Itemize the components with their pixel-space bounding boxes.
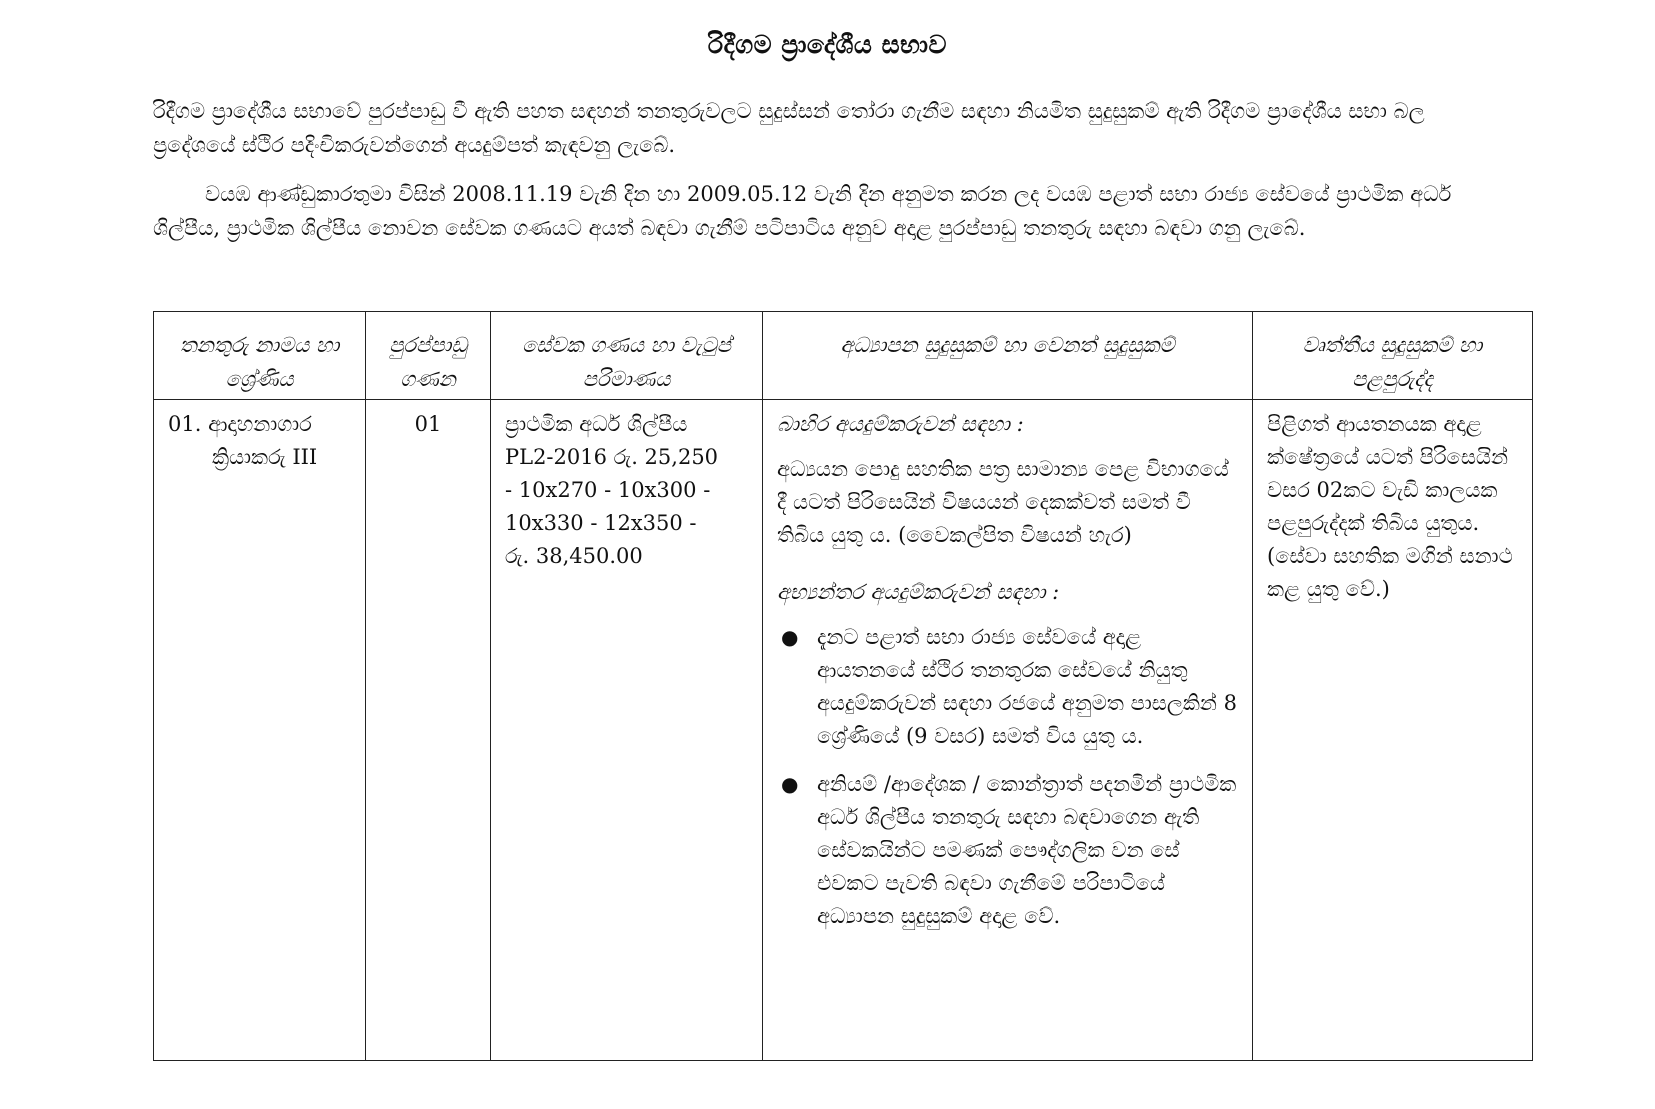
internal-applicants-heading: අභ්‍යන්තර අයදුම්කරුවන් සඳහා : (777, 580, 1060, 604)
external-requirement: අධ්‍යයන පොදු සහතික පත්‍ර සාමාන්‍ය පෙළ විභාගයේ දී යටත් පිරිසෙයින් විෂයයන් දෙකක්වත් සමත් වී තිබිය යුතු ය. (වෛකල්පිත විෂයන් හැර) (777, 457, 1229, 547)
post-name-line-2: ක්‍රියාකරු III (212, 445, 318, 469)
table-header-row (154, 312, 1533, 400)
experience-requirement: පිළිගත් ආයතනයක අදාළ ක්ෂේත්‍රයේ යටත් පිරිසෙයින් වසර 02කට වැඩි කාලයක පළපුරුද්දක් තිබිය යුතුය. (සේවා සහතික මගින් සනාථ කළ යුතු වේ.) (1267, 412, 1513, 601)
cell-experience (1253, 400, 1533, 1061)
salary-line-1: PL2-2016 රු. 25,250 (505, 445, 719, 469)
cell-service-salary (491, 400, 763, 1061)
header-experience: වෘත්තීය සුදුසුකම් හා පළපුරුද්ද (1253, 312, 1533, 400)
header-post-name: තනතුරු නාමය හා ශ්‍රේණිය (154, 312, 366, 400)
post-name-line-1: 01. ආදාහනාගාර (168, 412, 312, 436)
header-education: අධ්‍යාපන සුදුසුකම් හා වෙනත් සුදුසුකම් (763, 312, 1253, 400)
list-item (777, 621, 1238, 753)
salary-line-3: 10x330 - 12x350 - (505, 511, 697, 535)
salary-line-4: රු. 38,450.00 (505, 544, 643, 568)
table-header (154, 312, 1533, 400)
page-title: රිදීගම ප්‍රාදේශීය සභාව (708, 30, 947, 59)
intro-paragraph: රිදීගම ප්‍රාදේශීය සභාවේ පුරප්පාඩු වී ඇති පහත සඳහන් තනතුරුවලට සුදුස්සන් තෝරා ගැනීම සඳහා නියමිත සුදුසුකම් ඇති රිදීගම ප්‍රාදේශීය සභා බල ප්‍රදේශයේ ස්ථිර පදිංචිකරුවන්ගෙන් අයදුම්පත් කැඳවනු ලැබේ. (153, 99, 1425, 157)
approval-paragraph: වයඹ ආණ්ඩුකාරතුමා විසින් 2008.11.19 වැනි දින හා 2009.05.12 වැනි දින අනුමත කරන ලද වයඹ පළාත් සභා රාජ්‍ය සේවයේ ප්‍රාථමික අර්ධ ශිල්පීය, ප්‍රාථමික ශිල්පීය නොවන සේවක ගණයට අයත් බඳවා ගැනීම් පටිපාටිය අනුව අදාළ පුරප්පාඩු තනතුරු සඳහා බඳවා ගනු ලැබේ. (153, 182, 1452, 240)
vacancy-table (153, 311, 1533, 1061)
cell-post-name (154, 400, 366, 1061)
header-vacancies: පුරප්පාඩු ගණන (366, 312, 491, 400)
table-row (154, 400, 1533, 1061)
cell-education (763, 400, 1253, 1061)
list-item (777, 768, 1238, 933)
bullet-icon: ● (781, 625, 799, 649)
salary-line-2: - 10x270 - 10x300 - (505, 478, 711, 502)
cell-vacancies (366, 400, 491, 1061)
vacancy-count: 01 (414, 412, 442, 436)
internal-requirement-2: අනියම් /ආදේශක / කොන්ත්‍රාත් පදනමින් ප්‍රාථමික අර්ධ ශිල්පීය තනතුරු සඳහා බඳවාගෙන ඇති සේවකයින්ට පමණක් පෞද්ගලික වන සේ එවකට පැවති බඳවා ගැනීමේ පරිපාටියේ අධ්‍යාපන සුදුසුකම් අදාළ වේ. (817, 772, 1237, 928)
external-applicants-heading: බාහිර අයදුම්කරුවන් සඳහා : (777, 412, 1024, 436)
internal-requirements-list (777, 621, 1238, 933)
internal-requirement-1: දැනට පළාත් සභා රාජ්‍ය සේවයේ අදාළ ආයතනයේ ස්ථිර තනතුරක සේවයේ නියුතු අයදුම්කරුවන් සඳහා රජයේ අනුමත පාසලකින් 8 ශ්‍රේණියේ (9 වසර) සමත් විය යුතු ය. (817, 625, 1237, 748)
service-category: ප්‍රාථමික අර්ධ ශිල්පීය (505, 412, 688, 436)
header-service-salary: සේවක ගණය හා වැටුප් පරිමාණය (491, 312, 763, 400)
bullet-icon: ● (781, 772, 799, 796)
